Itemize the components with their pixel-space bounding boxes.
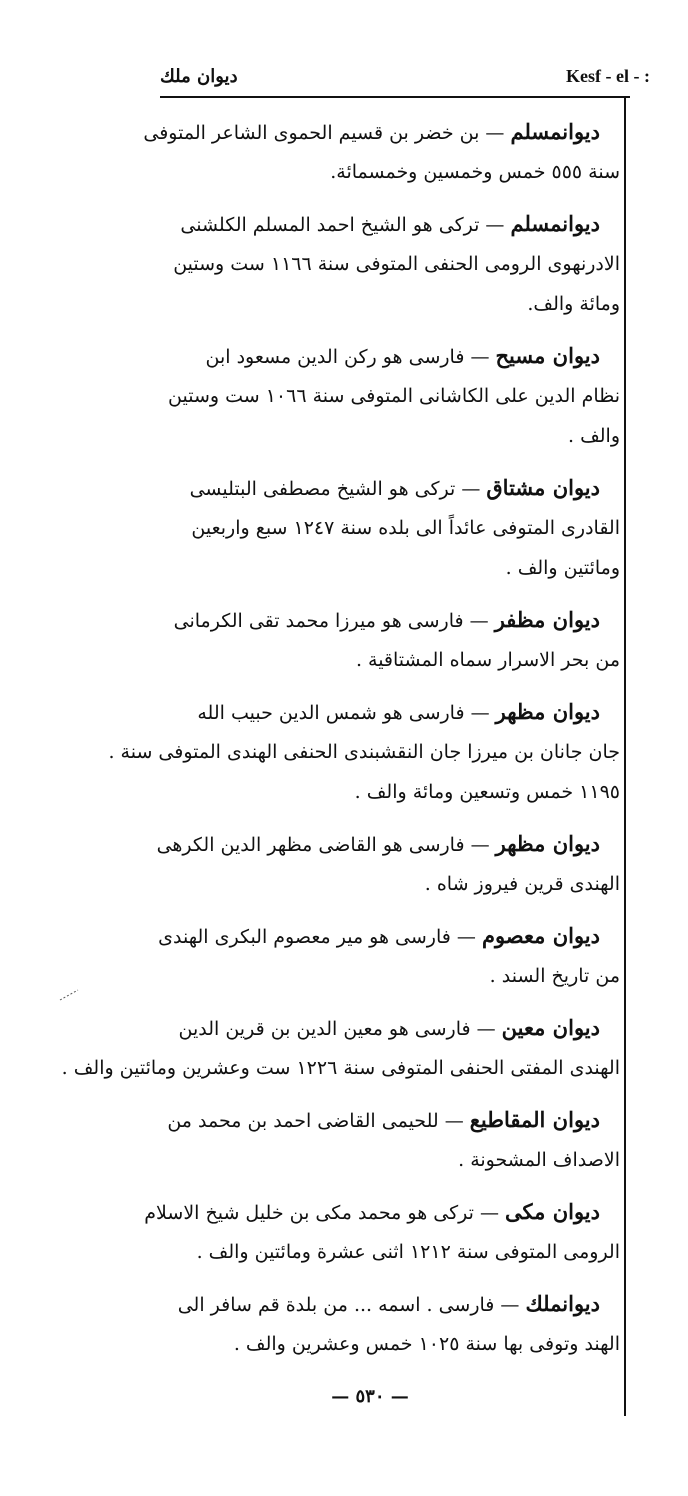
entry-head: ديوان مظهر: [495, 831, 600, 856]
entry-text: — للحيمى القاضى احمد بن محمد من: [167, 1110, 464, 1132]
entry: [140, 1192, 620, 1272]
entry-head: ديوان مشتاق: [486, 475, 600, 500]
entry-line: [140, 112, 620, 152]
entry-text: ومائة والف.: [527, 293, 620, 315]
header-rule: [160, 96, 630, 98]
entry-head: ديوانملك: [525, 1291, 600, 1316]
entry-line: [140, 1140, 620, 1180]
entry-line: [140, 376, 620, 416]
entry-text: ١١٩٥ خمس وتسعين ومائة والف .: [354, 781, 620, 803]
entry-text: ومائتين والف .: [505, 557, 620, 579]
entry-text: — فارسى هو ركن الدين مسعود ابن: [205, 346, 490, 368]
entry-text: الهندى قرين فيروز شاه .: [424, 873, 620, 895]
entry-head: ديوان مظفر: [494, 607, 600, 632]
entry-line: [140, 956, 620, 996]
entry-text: — فارسى . اسمه ... من بلدة قم سافر الى: [177, 1294, 520, 1316]
entry-text: — فارسى هو شمس الدين حبيب الله: [197, 702, 490, 724]
entry-head: ديوان مسيح: [495, 343, 600, 368]
entry-text: والف .: [568, 425, 620, 447]
entry-text: الاصداف المشحونة .: [458, 1149, 620, 1171]
header-title-arabic: ديوان ملك: [160, 66, 238, 87]
entry-text: القادرى المتوفى عائداً الى بلده سنة ١٢٤٧ سبع واربعين: [191, 517, 620, 539]
entry-head: ديوان معين: [501, 1015, 600, 1040]
entry-text: — فارسى هو مير معصوم البكرى الهندى: [158, 926, 476, 948]
entry-text: الرومى المتوفى سنة ١٢١٢ اثنى عشرة ومائتين والف .: [196, 1241, 620, 1263]
entry-line: [140, 548, 620, 588]
entry-line: [140, 204, 620, 244]
entry-line: [140, 864, 620, 904]
entry-text: الهندى المفتى الحنفى المتوفى سنة ١٢٢٦ ست وعشرين ومائتين والف .: [61, 1057, 620, 1079]
entry-text: نظام الدين على الكاشانى المتوفى سنة ١٠٦٦ ست وستين: [168, 385, 620, 407]
entry: [140, 600, 620, 680]
entry-line: [140, 1324, 620, 1364]
entry: [140, 916, 620, 996]
entry-line: [140, 692, 620, 732]
entry-text: — فارسى هو القاضى مظهر الدين الكرهى: [156, 834, 490, 856]
entry-line: [140, 508, 620, 548]
entry: [140, 112, 620, 192]
entry-line: [140, 1192, 620, 1232]
entry-text: — تركى هو الشيخ احمد المسلم الكلشنى: [180, 214, 505, 236]
entry-line: [140, 152, 620, 192]
entry: [140, 468, 620, 588]
header-title-latin: Kesf - el - :: [566, 66, 650, 86]
entries-list: [61, 112, 620, 1376]
entry-line: [140, 824, 620, 864]
entry-text: — تركى هو الشيخ مصطفى البتليسى: [189, 478, 481, 500]
margin-rule: [624, 96, 626, 1416]
entry-text: — فارسى هو ميرزا محمد تقى الكرمانى: [173, 610, 489, 632]
entry-line: [140, 640, 620, 680]
entry-line: [140, 600, 620, 640]
entry-text: — تركى هو محمد مكى بن خليل شيخ الاسلام: [144, 1202, 499, 1224]
entry-text: — بن خضر بن قسيم الحموى الشاعر المتوفى: [143, 122, 505, 144]
entry-head: ديوانمسلم: [510, 211, 600, 236]
entry-line: [140, 244, 620, 284]
entry-text: سنة ٥٥٥ خمس وخمسين وخمسمائة.: [330, 161, 620, 183]
entry-line: [140, 284, 620, 324]
entry-head: ديوان معصوم: [481, 923, 600, 948]
entry: [140, 1284, 620, 1364]
entry-line: [61, 1048, 620, 1088]
entry-line: [108, 732, 620, 772]
entry-head: ديوان مكى: [505, 1199, 600, 1224]
entry: [140, 336, 620, 456]
stray-mark: [58, 988, 80, 1002]
running-header: [160, 62, 650, 94]
entry-line: [140, 772, 620, 812]
entry-line: [140, 468, 620, 508]
entry-line: [140, 1100, 620, 1140]
entry-line: [140, 336, 620, 376]
entry: [140, 824, 620, 904]
entry-head: ديوان المقاطيع: [469, 1107, 600, 1132]
entry-text: من بحر الاسرار سماه المشتاقية .: [355, 649, 620, 671]
entry: [140, 204, 620, 324]
entry-line: [140, 1008, 620, 1048]
entry: [61, 1008, 620, 1088]
entry-head: ديوانمسلم: [510, 119, 600, 144]
entry-line: [140, 416, 620, 456]
entry-text: من تاريخ السند .: [489, 965, 620, 987]
entry-text: جان جانان بن ميرزا جان النقشبندى الحنفى الهندى المتوفى سنة .: [108, 741, 620, 763]
entry-line: [140, 916, 620, 956]
entry-text: الهند وتوفى بها سنة ١٠٢٥ خمس وعشرين والف .: [233, 1333, 620, 1355]
entry-text: الادرنهوى الرومى الحنفى المتوفى سنة ١١٦٦ ست وستين: [173, 253, 620, 275]
entry-line: [140, 1232, 620, 1272]
entry-text: — فارسى هو معين الدين بن قرين الدين: [178, 1018, 496, 1040]
entry-line: [140, 1284, 620, 1324]
entry-head: ديوان مظهر: [495, 699, 600, 724]
entry: [140, 1100, 620, 1180]
page-number: — ٥٣٠ —: [331, 1386, 409, 1407]
entry: [108, 692, 620, 812]
